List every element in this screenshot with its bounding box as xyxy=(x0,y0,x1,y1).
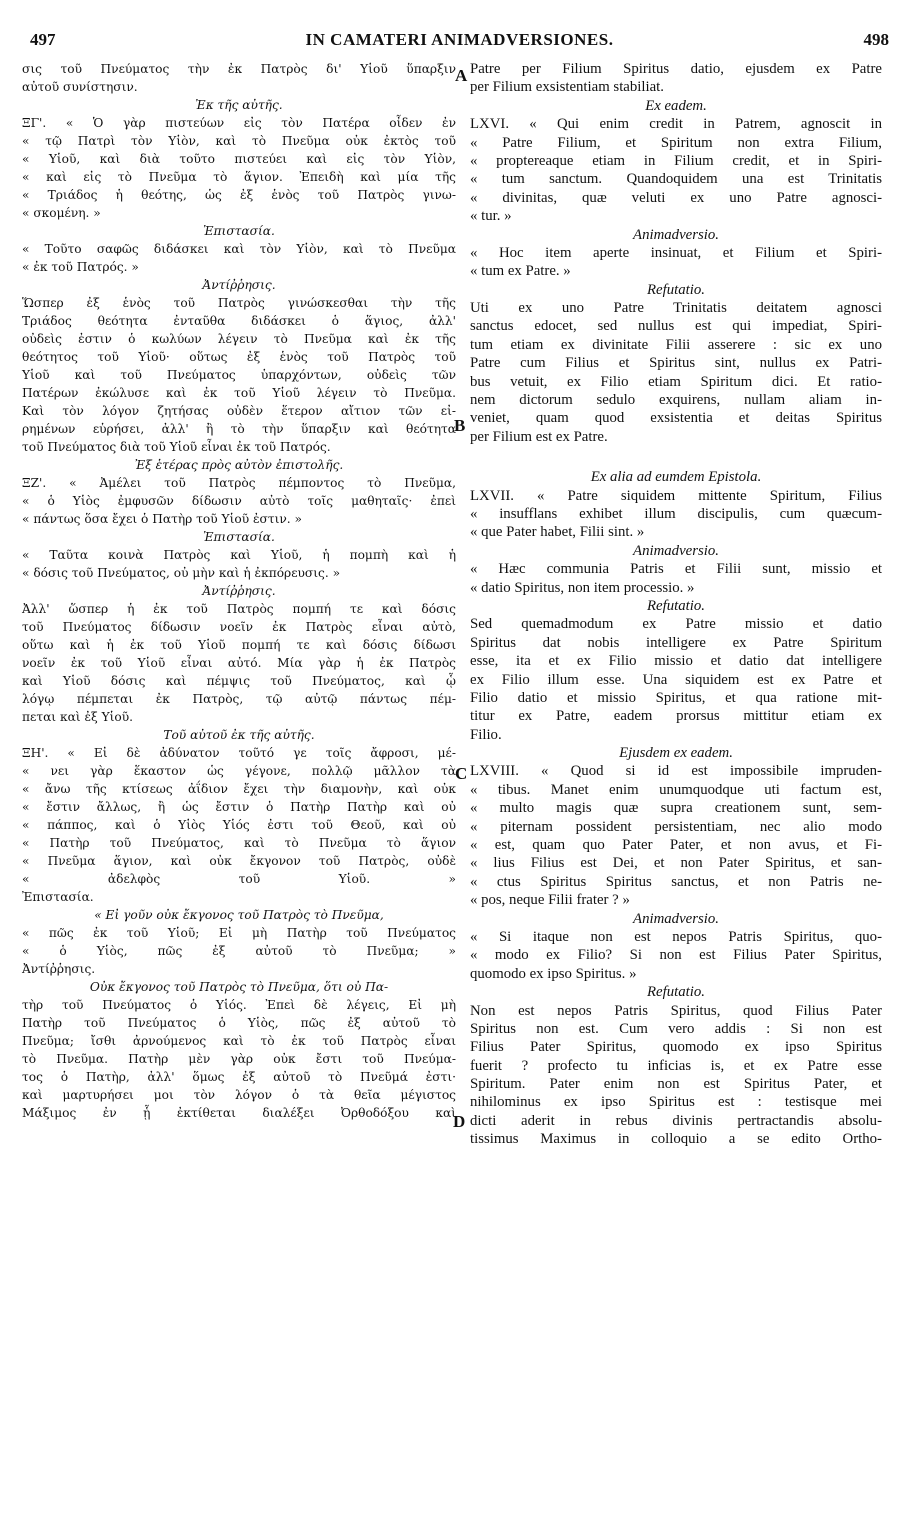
text-line: αὐτοῦ συνίστησιν. xyxy=(22,80,138,94)
text-line: ρημένων εὑρήσει, ἀλλ' ἢ τὸ τὴν ὕπαρξιν καὶ θεότητα xyxy=(22,422,456,436)
running-title: IN CAMATERI ANIMADVERSIONES. xyxy=(305,30,614,49)
section-heading: Ἐξ ἑτέρας πρὸς αὐτὸν ἐπιστολῆς. xyxy=(134,458,344,472)
text-line: « proptereaque etiam in Filium credit, et in Spiri- xyxy=(470,152,882,169)
text-line: « modo ex Filio? Si non est Filius Pater Spiritus, xyxy=(470,947,882,964)
text-line: « ctus Spiritus Spiritus sanctus, et non Patris ne- xyxy=(470,873,882,890)
page-number-right: 498 xyxy=(863,30,889,49)
text-line: Ἐπιστασία. xyxy=(22,890,94,904)
text-line: Ὥσπερ ἐξ ἑνὸς τοῦ Πατρὸς γινώσκεσθαι τὴν τῆς xyxy=(22,296,456,310)
text-line: Non est nepos Patris Spiritus, quod Filius Pater xyxy=(470,1002,882,1019)
text-line: τοῦ Πνεύματος διὰ τοῦ Υἱοῦ εἶναι ἐκ τοῦ Πατρός. xyxy=(22,440,331,454)
text-line: τος ὁ Πατὴρ, ἀλλ' ὅμως ἐξ αὐτοῦ τὸ Πνεῦμά ἐστι· xyxy=(22,1070,456,1084)
text-line: Μάξιμος ἐν ᾗ ἐκτίθεται διαλέξει Ὀρθοδόξου καὶ xyxy=(22,1106,456,1120)
text-line: Spiritus dat nobis intelligere ex Patre Spiritum xyxy=(470,634,882,651)
text-line: « pos, neque Filii frater ? » xyxy=(470,892,630,909)
section-heading: « Εἰ γοῦν οὐκ ἔκγονος τοῦ Πατρὸς τὸ Πνεῦμα, xyxy=(94,908,384,922)
latin-column xyxy=(470,60,882,1149)
page-number-left: 497 xyxy=(30,30,56,49)
section-heading: Οὐκ ἔκγονος τοῦ Πατρὸς τὸ Πνεῦμα, ὅτι οὐ Πα- xyxy=(89,980,389,994)
text-line: « Patre Filium, et Spiritum non extra Filium, xyxy=(470,134,882,151)
text-line: « νει γὰρ ἕκαστον ὡς γέγονε, πολλῷ μᾶλλον τὰ xyxy=(22,764,456,778)
margin-marker-a: A xyxy=(455,66,468,85)
text-line: σις τοῦ Πνεύματος τὴν ἐκ Πατρὸς δι' Υἱοῦ ὕπαρξιν xyxy=(22,62,456,76)
section-heading: Τοῦ αὐτοῦ ἐκ τῆς αὐτῆς. xyxy=(163,728,315,742)
text-line: « piternam possident persistentiam, nec alio modo xyxy=(470,818,882,835)
text-line: « καὶ εἰς τὸ Πνεῦμα τὸ ἅγιον. Ἐπειδὴ καὶ μία τῆς xyxy=(22,170,456,184)
text-line: πεται καὶ ἐξ Υἱοῦ. xyxy=(22,710,134,724)
text-line: « πῶς ἐκ τοῦ Υἱοῦ; Εἰ μὴ Πατὴρ τοῦ Πνεύματος xyxy=(22,926,456,940)
margin-marker-c: C xyxy=(455,764,468,783)
margin-marker-b: B xyxy=(454,416,466,435)
text-line: « Τοῦτο σαφῶς διδάσκει καὶ τὸν Υἱὸν, καὶ τὸ Πνεῦμα xyxy=(22,242,456,256)
text-line: « multo magis quæ supra creationem sunt, sem- xyxy=(470,800,882,817)
text-line: « ἐκ τοῦ Πατρός. » xyxy=(22,260,139,274)
section-heading: Ex eadem. xyxy=(645,97,707,114)
margin-marker-d: D xyxy=(453,1112,466,1131)
text-line: LXVII. « Patre siquidem mittente Spiritum, Filius xyxy=(470,487,882,504)
text-line: « Υἱοῦ, καὶ διὰ τοῦτο πιστεύει καὶ εἰς τὸν Υἱὸν, xyxy=(22,152,456,166)
text-line: tissimus Maximus in colloquio a se edito Ortho- xyxy=(470,1131,882,1148)
text-line: per Filium exsistentiam stabiliat. xyxy=(470,79,664,96)
text-line: « tum sanctum. Quandoquidem una est Trinitatis xyxy=(470,171,882,188)
section-heading: Refutatio. xyxy=(647,597,705,614)
text-line: οὐδεὶς ἐστιν ὁ κωλύων λέγειν τὸ Πνεῦμα καὶ ἐκ τῆς xyxy=(22,332,456,346)
text-line: Πατὴρ τοῦ Πνεύματος ὁ Υἱὸς, πῶς ἐξ αὐτοῦ τὸ xyxy=(22,1016,456,1030)
text-line: esse, ita et ex Filio missio et datio dat intelligere xyxy=(470,653,882,670)
greek-column xyxy=(22,60,456,1122)
text-line: καὶ Υἱοῦ δόσις καὶ πέμψις τοῦ Πνεύματος, καὶ ᾧ xyxy=(22,674,456,688)
text-line: Filio datio et missio Spiritus, et qua ratione mit- xyxy=(470,689,882,706)
text-line: Patre per Filium Spiritus datio, ejusdem ex Patre xyxy=(470,61,882,77)
text-line: « que Pater habet, Filii sint. » xyxy=(470,524,645,541)
text-line: « tum ex Patre. » xyxy=(470,263,571,280)
text-line: tum etiam ex divinitate Filii asserere : sic ex uno xyxy=(470,336,882,353)
text-line: sanctus edocet, sed nullus est qui impediat, Spiri- xyxy=(470,318,882,335)
text-line: « Ταῦτα κοινὰ Πατρὸς καὶ Υἱοῦ, ἡ πομπὴ καὶ ἡ xyxy=(22,548,456,562)
text-line: Sed quemadmodum ex Patre missio et datio xyxy=(470,616,882,633)
text-line: « tibus. Manet enim unumquodque uti factum est, xyxy=(470,781,882,798)
text-line: « ὁ Υἱὸς, πῶς ἐξ αὐτοῦ τὸ Πνεῦμα; » xyxy=(22,944,456,958)
text-line: ex Filio illum esse. Una siquidem est ex Patre et xyxy=(470,671,882,688)
text-line: οὕτω καὶ ἡ ἐκ τοῦ Υἱοῦ πομπή τε καὶ δόσις δίδωσι xyxy=(22,638,456,652)
text-line: Uti ex uno Patre Trinitatis deitatem agnosci xyxy=(470,300,882,317)
text-line: Spiritus non est. Cum vero addis : Si non est xyxy=(470,1020,882,1037)
text-line: Υἱοῦ καὶ τοῦ Πνεύματος ὑπαρχόντων, οὐδεὶς τῶν xyxy=(22,368,456,382)
text-line: θεότητος τοῦ Υἱοῦ· οὕτως ἐξ ἑνὸς τοῦ Πατρὸς τοῦ xyxy=(22,350,456,364)
text-line: « Hoc item aperte insinuat, et Filium et Spiri- xyxy=(470,244,882,261)
section-heading: Refutatio. xyxy=(647,984,705,1001)
text-line: nihilominus ex ipso Spiritus est : testisque mei xyxy=(470,1094,882,1111)
text-line: « πάντως ὅσα ἔχει ὁ Πατὴρ τοῦ Υἱοῦ ἐστιν. » xyxy=(22,512,302,526)
section-heading: Ἀντίῤῥησις. xyxy=(202,584,276,598)
section-heading: Ejusdem ex eadem. xyxy=(619,745,733,762)
text-line: ΞΖ'. « Ἀμέλει τοῦ Πατρὸς πέμποντος τὸ Πνεῦμα, xyxy=(22,476,456,490)
text-line: « insufflans exhibet illum discipulis, cum quæcum- xyxy=(470,505,882,522)
text-line: ΞΗ'. « Εἰ δὲ ἀδύνατον τοῦτό γε τοῖς ἄφροσι, μέ- xyxy=(22,746,456,760)
text-line: « Πατὴρ τοῦ Πνεύματος, καὶ τὸ Πνεῦμα τὸ ἅγιον xyxy=(22,836,456,850)
text-line: « Τριάδος ἡ θεότης, ὡς ἐξ ἑνὸς τοῦ Πατρὸς γινω- xyxy=(22,188,456,202)
text-line: « tur. » xyxy=(470,208,512,225)
section-heading: Ἐπιστασία. xyxy=(203,224,275,238)
section-heading: Refutatio. xyxy=(647,281,705,298)
text-line: per Filium est ex Patre. xyxy=(470,428,608,445)
text-line: LXVIII. « Quod si id est impossibile impruden- xyxy=(470,763,882,780)
text-line: « ἄνω τῆς κτίσεως ἀΐδιον ἔχει τὴν διαμονὴν, καὶ οὐκ xyxy=(22,782,456,796)
text-line: « τῷ Πατρὶ τὸν Υἱὸν, καὶ τὸ Πνεῦμα οὐκ ἐκτὸς τοῦ xyxy=(22,134,456,148)
text-line: τὸ Πνεῦμα. Πατὴρ μὲν γὰρ οὐκ ἔστι τοῦ Πνεύμα- xyxy=(22,1052,456,1066)
text-line: « Si itaque non est nepos Patris Spiritus, quo- xyxy=(470,928,882,945)
text-line: ΞΓ'. « Ὁ γὰρ πιστεύων εἰς τὸν Πατέρα οἶδεν ἐν xyxy=(22,116,456,130)
text-line: dicti aderit in rebus divinis pertractandis absolu- xyxy=(470,1112,882,1129)
text-line: Ἀλλ' ὥσπερ ἡ ἐκ τοῦ Πατρὸς πομπή τε καὶ δόσις xyxy=(22,602,456,616)
spacer xyxy=(470,446,882,468)
text-line: Filio. xyxy=(470,726,502,743)
text-line: τοῦ Πνεύματος δίδωσιν νοεῖν ἐκ Πατρὸς εἶναι αὐτὸ, xyxy=(22,620,456,634)
text-line: « δόσις τοῦ Πνεύματος, οὐ μὴν καὶ ἡ ἐκπόρευσις. » xyxy=(22,566,341,580)
text-line: Πνεῦμα; ἴσθι ἀρνούμενος καὶ τὸ ἐκ τοῦ Πατρὸς εἶναι xyxy=(22,1034,456,1048)
section-heading: Animadversio. xyxy=(633,542,719,559)
section-heading: Animadversio. xyxy=(633,910,719,927)
text-line: LXVI. « Qui enim credit in Patrem, agnoscit in xyxy=(470,116,882,133)
text-line: fuerit ? profecto tu inficias is, et ex Patre esse xyxy=(470,1057,882,1074)
text-line: Patre cum Filius et Spiritus sint, nullus ex Patri- xyxy=(470,355,882,372)
section-heading: Ἀντίῤῥησις. xyxy=(202,278,276,292)
section-heading: Ἐπιστασία. xyxy=(203,530,275,544)
text-line: nem dictorum sedulo exquirens, nullam aliam in- xyxy=(470,392,882,409)
text-line: τὴρ τοῦ Πνεύματος ὁ Υἱός. Ἐπεὶ δὲ λέγεις, Εἰ μὴ xyxy=(22,998,456,1012)
text-line: « lius Filius est Dei, et non Pater Spiritus, et san- xyxy=(470,855,882,872)
text-line: veniet, quam quod exsistentia et deitas Spiritus xyxy=(470,410,882,427)
text-line: νοεῖν ἐκ τοῦ Υἱοῦ εἶναι αὐτό. Μία γὰρ ἡ ἐκ Πατρὸς xyxy=(22,656,456,670)
text-line: Πατέρων ἐκώλυσε καὶ ἐκ τοῦ Υἱοῦ λέγειν τὸ Πνεῦμα. xyxy=(22,386,456,400)
text-line: bus vetuit, ex Filio etiam Spiritum dici. Et ratio- xyxy=(470,373,882,390)
text-line: « Hæc communia Patris et Filii sunt, missio et xyxy=(470,561,882,578)
text-line: « ἀδελφὸς τοῦ Υἱοῦ. » xyxy=(22,872,456,886)
text-line: « πάππος, καὶ ὁ Υἱὸς Υἱός ἐστι τοῦ Θεοῦ, καὶ οὐ xyxy=(22,818,456,832)
text-line: « σκομένη. » xyxy=(22,206,101,220)
text-line: titur ex Patre, eadem prorsus mittitur etiam ex xyxy=(470,708,882,725)
text-line: quomodo ex ipso Spiritus. » xyxy=(470,965,637,982)
text-line: Filius Pater Spiritus, quomodo ex ipso Spiritus xyxy=(470,1039,882,1056)
section-heading: Ἐκ τῆς αὐτῆς. xyxy=(195,98,283,112)
text-line: « est, quam quo Pater Pater, et non avus, et Fi- xyxy=(470,837,882,854)
text-line: « ὁ Υἱὸς ἐμφυσῶν δίδωσιν αὐτὸ τοῖς μαθηταῖς· ἐπεὶ xyxy=(22,494,456,508)
text-line: Τριάδος θεότητα ἐνταῦθα διδάσκει ὁ ἅγιος, ἀλλ' xyxy=(22,314,456,328)
text-line: Καὶ τὸν λόγον ζητήσας οὐδὲν ἕτερον αἴτιον τῶν εἰ- xyxy=(22,404,456,418)
text-line: « datio Spiritus, non item processio. » xyxy=(470,579,695,596)
text-line: « Πνεῦμα ἅγιον, καὶ οὐκ ἔκγονον τοῦ Πατρὸς, οὐδὲ xyxy=(22,854,456,868)
text-line: « divinitas, quæ veluti ex uno Patre agnosci- xyxy=(470,189,882,206)
text-line: καὶ μαρτυρήσει μοι τὸν λόγον ὁ τὰ θεῖα μέγιστος xyxy=(22,1088,456,1102)
section-heading: Ex alia ad eumdem Epistola. xyxy=(590,469,762,486)
text-line: λόγῳ πέμπεται ἐκ Πατρὸς, τῷ αὐτῷ πάντως πέμ- xyxy=(22,692,456,706)
section-heading: Animadversio. xyxy=(633,226,719,243)
text-line: « ἔστιν ἄλλως, ἢ ὡς ἔστιν ὁ Πατὴρ Πατὴρ καὶ οὐ xyxy=(22,800,456,814)
text-line: Ἀντίῤῥησις. xyxy=(22,962,96,976)
text-line: Spiritum. Pater enim non est Spiritus Pater, et xyxy=(470,1076,882,1093)
page-header xyxy=(30,30,889,54)
